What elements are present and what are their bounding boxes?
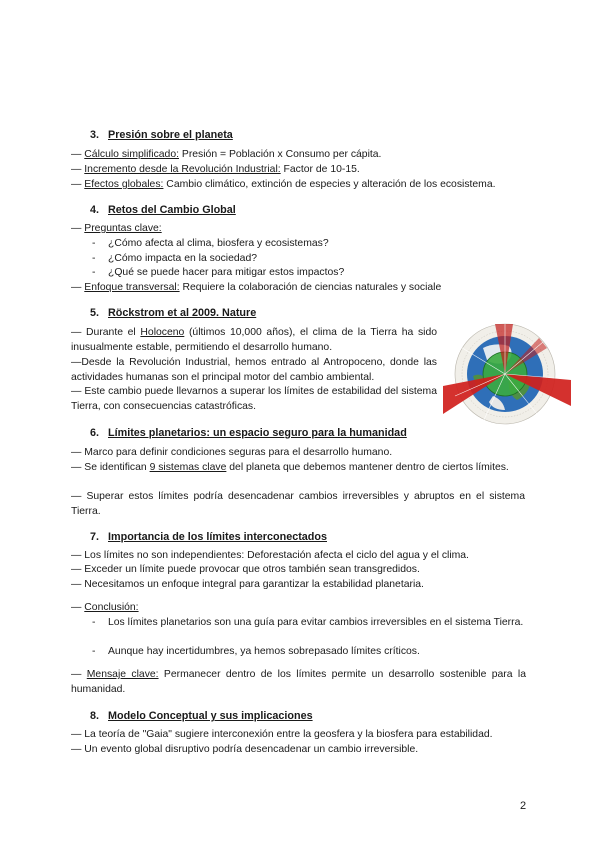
bullet-item: - ¿Qué se puede hacer para mitigar estos impactos?	[92, 267, 345, 278]
bullet-item: - Los límites planetarios son una guía para evitar cambios irreversibles en el sistema Tierra.	[92, 617, 524, 628]
section-8-heading: 8. Modelo Conceptual y sus implicaciones	[90, 710, 313, 722]
paragraph-marco: — Marco para definir condiciones seguras para el desarrollo humano.	[71, 447, 393, 458]
list-item: — Los límites no son independientes: Deforestación afecta el ciclo del agua y el clima.	[71, 550, 469, 561]
list-item: — Cálculo simplificado: Presión = Población x Consumo per cápita.	[71, 149, 382, 160]
list-item: — Incremento desde la Revolución Industrial: Factor de 10-15.	[71, 164, 360, 175]
bullet-item: - Aunque hay incertidumbres, ya hemos sobrepasado límites críticos.	[92, 646, 420, 657]
paragraph-sistemas: — Se identifican 9 sistemas clave del planeta que debemos mantener dentro de ciertos límites.	[71, 462, 509, 473]
section-4-heading: 4. Retos del Cambio Global	[90, 204, 236, 216]
list-item: — Efectos globales: Cambio climático, extinción de especies y alteración de los ecosistema.	[71, 179, 496, 190]
section-7-heading: 7. Importancia de los límites interconectados	[90, 531, 327, 543]
paragraph-antropoceno: —Desde la Revolución Industrial, hemos entrado al Antropoceno, donde las actividades humanas son el principal motor del cambio ambiental.	[71, 357, 437, 383]
list-item: — Exceder un límite puede provocar que otros también sean transgredidos.	[71, 564, 420, 575]
list-item: — Un evento global disruptivo podría desencadenar un cambio irreversible.	[71, 744, 419, 755]
section-6-heading: 6. Límites planetarios: un espacio seguro para la humanidad	[90, 427, 407, 439]
bullet-item: - ¿Cómo afecta al clima, biosfera y ecosistemas?	[92, 238, 329, 249]
page-number: 2	[520, 800, 527, 812]
section-3-heading: 3. Presión sobre el planeta	[90, 129, 233, 141]
list-item: — La teoría de "Gaia" sugiere interconexión entre la geosfera y la biosfera para estabilidad.	[71, 729, 493, 740]
list-item: — Preguntas clave:	[71, 223, 162, 234]
paragraph-mensaje-clave: — Mensaje clave: Permanecer dentro de los límites permite un desarrollo sostenible para la humanidad.	[71, 669, 527, 695]
section-5-heading: 5. Röckstrom et al 2009. Nature	[90, 307, 257, 319]
bullet-item: - ¿Cómo impacta en la sociedad?	[92, 253, 258, 264]
paragraph-consecuencias: — Este cambio puede llevarnos a superar los límites de estabilidad del sistema Tierra, con consecuencias catastróficas.	[71, 386, 437, 412]
list-item: — Enfoque transversal: Requiere la colaboración de ciencias naturales y sociale	[71, 282, 442, 293]
paragraph-holoceno: — Durante el Holoceno (últimos 10,000 años), el clima de la Tierra ha sido inusualmente estable, permitiendo el desarrollo humano.	[71, 327, 438, 353]
list-item: — Necesitamos un enfoque integral para garantizar la estabilidad planetaria.	[71, 579, 424, 590]
list-item: — Conclusión:	[71, 602, 139, 613]
planetary-boundaries-diagram	[443, 318, 571, 430]
paragraph-superar: — Superar estos límites podría desencadenar cambios irreversibles y abruptos en el sistema Tierra.	[71, 491, 525, 517]
